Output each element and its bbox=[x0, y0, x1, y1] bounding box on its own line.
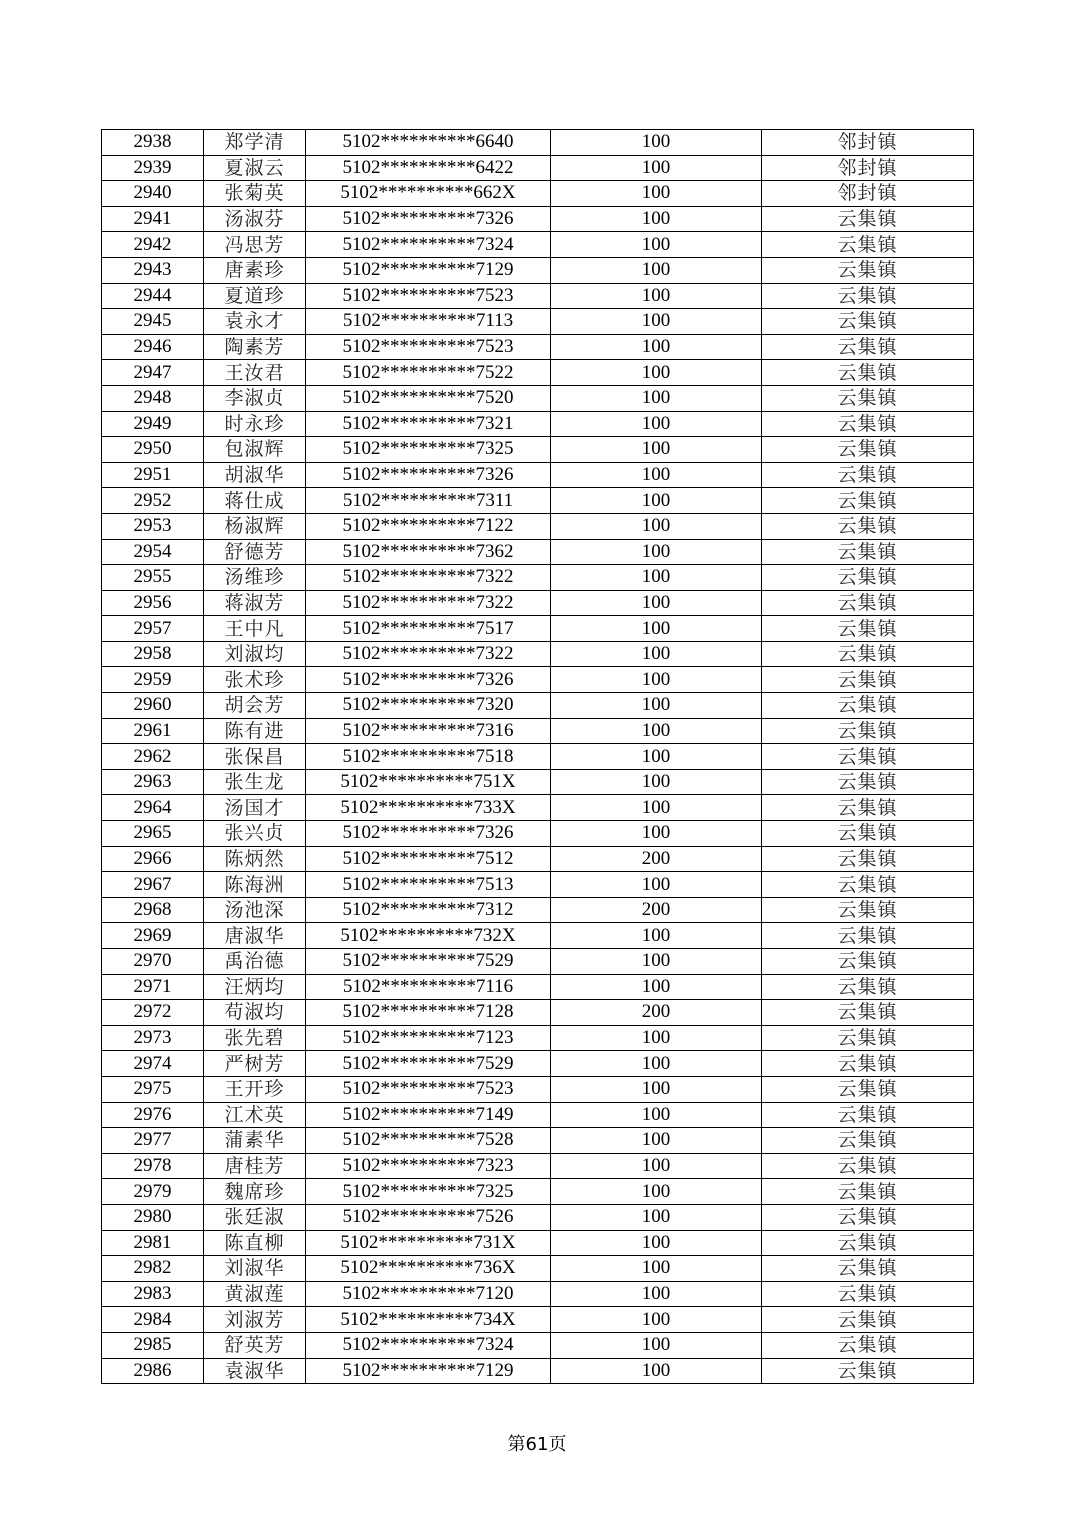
person-name-cell: 杨淑辉 bbox=[204, 513, 306, 539]
page-number: 第61页 bbox=[507, 1434, 567, 1455]
amount-cell: 100 bbox=[551, 821, 762, 847]
table-row bbox=[102, 257, 974, 283]
row-number-cell: 2956 bbox=[102, 590, 204, 616]
row-number-cell: 2951 bbox=[102, 462, 204, 488]
id-number-cell: 5102**********7128 bbox=[306, 1000, 551, 1026]
row-number-cell: 2941 bbox=[102, 206, 204, 232]
town-cell: 云集镇 bbox=[762, 437, 974, 463]
person-name-cell: 汤淑芬 bbox=[204, 206, 306, 232]
amount-cell: 100 bbox=[551, 949, 762, 975]
table-row bbox=[102, 1076, 974, 1102]
table-row bbox=[102, 821, 974, 847]
amount-cell: 100 bbox=[551, 539, 762, 565]
town-cell: 云集镇 bbox=[762, 1179, 974, 1205]
town-cell: 云集镇 bbox=[762, 1153, 974, 1179]
person-name-cell: 王开珍 bbox=[204, 1076, 306, 1102]
town-cell: 云集镇 bbox=[762, 1102, 974, 1128]
id-number-cell: 5102**********7322 bbox=[306, 641, 551, 667]
town-cell: 云集镇 bbox=[762, 744, 974, 770]
amount-cell: 100 bbox=[551, 1051, 762, 1077]
amount-cell: 100 bbox=[551, 641, 762, 667]
id-number-cell: 5102**********7324 bbox=[306, 1332, 551, 1358]
amount-cell: 100 bbox=[551, 1358, 762, 1384]
town-cell: 云集镇 bbox=[762, 206, 974, 232]
town-cell: 云集镇 bbox=[762, 1307, 974, 1333]
town-cell: 云集镇 bbox=[762, 385, 974, 411]
amount-cell: 100 bbox=[551, 744, 762, 770]
id-number-cell: 5102**********7523 bbox=[306, 334, 551, 360]
row-number-cell: 2950 bbox=[102, 437, 204, 463]
amount-cell: 100 bbox=[551, 155, 762, 181]
person-name-cell: 汤国才 bbox=[204, 795, 306, 821]
person-name-cell: 魏席珍 bbox=[204, 1179, 306, 1205]
person-name-cell: 蒋仕成 bbox=[204, 488, 306, 514]
person-name-cell: 时永珍 bbox=[204, 411, 306, 437]
id-number-cell: 5102**********7113 bbox=[306, 309, 551, 335]
table-row bbox=[102, 181, 974, 207]
person-name-cell: 冯思芳 bbox=[204, 232, 306, 258]
id-number-cell: 5102**********7116 bbox=[306, 974, 551, 1000]
amount-cell: 100 bbox=[551, 1076, 762, 1102]
person-name-cell: 胡淑华 bbox=[204, 462, 306, 488]
town-cell: 云集镇 bbox=[762, 718, 974, 744]
row-number-cell: 2943 bbox=[102, 257, 204, 283]
town-cell: 云集镇 bbox=[762, 488, 974, 514]
table-row bbox=[102, 283, 974, 309]
id-number-cell: 5102**********7528 bbox=[306, 1128, 551, 1154]
row-number-cell: 2939 bbox=[102, 155, 204, 181]
person-name-cell: 张生龙 bbox=[204, 769, 306, 795]
person-name-cell: 苟淑均 bbox=[204, 1000, 306, 1026]
amount-cell: 200 bbox=[551, 846, 762, 872]
town-cell: 邻封镇 bbox=[762, 155, 974, 181]
amount-cell: 100 bbox=[551, 565, 762, 591]
amount-cell: 100 bbox=[551, 1281, 762, 1307]
table-row bbox=[102, 437, 974, 463]
town-cell: 云集镇 bbox=[762, 923, 974, 949]
id-number-cell: 5102**********7522 bbox=[306, 360, 551, 386]
person-name-cell: 王汝君 bbox=[204, 360, 306, 386]
person-name-cell: 袁淑华 bbox=[204, 1358, 306, 1384]
id-number-cell: 5102**********7321 bbox=[306, 411, 551, 437]
table-row bbox=[102, 590, 974, 616]
row-number-cell: 2952 bbox=[102, 488, 204, 514]
id-number-cell: 5102**********7322 bbox=[306, 565, 551, 591]
table-row bbox=[102, 232, 974, 258]
table-row bbox=[102, 1102, 974, 1128]
amount-cell: 100 bbox=[551, 411, 762, 437]
table-row bbox=[102, 949, 974, 975]
id-number-cell: 5102**********7326 bbox=[306, 206, 551, 232]
amount-cell: 100 bbox=[551, 181, 762, 207]
id-number-cell: 5102**********7129 bbox=[306, 257, 551, 283]
amount-cell: 100 bbox=[551, 1153, 762, 1179]
person-name-cell: 江术英 bbox=[204, 1102, 306, 1128]
id-number-cell: 5102**********732X bbox=[306, 923, 551, 949]
amount-cell: 100 bbox=[551, 488, 762, 514]
town-cell: 云集镇 bbox=[762, 334, 974, 360]
person-name-cell: 汤池深 bbox=[204, 897, 306, 923]
table-row bbox=[102, 1204, 974, 1230]
id-number-cell: 5102**********7324 bbox=[306, 232, 551, 258]
row-number-cell: 2954 bbox=[102, 539, 204, 565]
table-row bbox=[102, 539, 974, 565]
person-name-cell: 张菊英 bbox=[204, 181, 306, 207]
amount-cell: 100 bbox=[551, 1307, 762, 1333]
town-cell: 云集镇 bbox=[762, 1128, 974, 1154]
town-cell: 云集镇 bbox=[762, 513, 974, 539]
id-number-cell: 5102**********7320 bbox=[306, 693, 551, 719]
row-number-cell: 2964 bbox=[102, 795, 204, 821]
row-number-cell: 2958 bbox=[102, 641, 204, 667]
row-number-cell: 2938 bbox=[102, 130, 204, 156]
person-name-cell: 严树芳 bbox=[204, 1051, 306, 1077]
person-name-cell: 袁永才 bbox=[204, 309, 306, 335]
person-name-cell: 陈炳然 bbox=[204, 846, 306, 872]
person-name-cell: 唐淑华 bbox=[204, 923, 306, 949]
id-number-cell: 5102**********7362 bbox=[306, 539, 551, 565]
town-cell: 云集镇 bbox=[762, 565, 974, 591]
town-cell: 云集镇 bbox=[762, 232, 974, 258]
id-number-cell: 5102**********7529 bbox=[306, 1051, 551, 1077]
person-name-cell: 刘淑均 bbox=[204, 641, 306, 667]
amount-cell: 100 bbox=[551, 1204, 762, 1230]
id-number-cell: 5102**********6422 bbox=[306, 155, 551, 181]
person-name-cell: 张术珍 bbox=[204, 667, 306, 693]
table-row bbox=[102, 309, 974, 335]
row-number-cell: 2967 bbox=[102, 872, 204, 898]
town-cell: 云集镇 bbox=[762, 795, 974, 821]
town-cell: 云集镇 bbox=[762, 462, 974, 488]
table-row bbox=[102, 641, 974, 667]
amount-cell: 100 bbox=[551, 974, 762, 1000]
id-number-cell: 5102**********7523 bbox=[306, 283, 551, 309]
table-row bbox=[102, 411, 974, 437]
table-row bbox=[102, 1358, 974, 1384]
row-number-cell: 2973 bbox=[102, 1025, 204, 1051]
person-name-cell: 黄淑莲 bbox=[204, 1281, 306, 1307]
person-name-cell: 郑学清 bbox=[204, 130, 306, 156]
table-row bbox=[102, 744, 974, 770]
person-name-cell: 王中凡 bbox=[204, 616, 306, 642]
person-name-cell: 夏淑云 bbox=[204, 155, 306, 181]
town-cell: 云集镇 bbox=[762, 974, 974, 1000]
town-cell: 云集镇 bbox=[762, 949, 974, 975]
id-number-cell: 5102**********7513 bbox=[306, 872, 551, 898]
table-row bbox=[102, 1281, 974, 1307]
row-number-cell: 2981 bbox=[102, 1230, 204, 1256]
town-cell: 云集镇 bbox=[762, 1230, 974, 1256]
town-cell: 云集镇 bbox=[762, 1358, 974, 1384]
row-number-cell: 2945 bbox=[102, 309, 204, 335]
id-number-cell: 5102**********7520 bbox=[306, 385, 551, 411]
roster-body bbox=[102, 130, 974, 1384]
row-number-cell: 2982 bbox=[102, 1256, 204, 1282]
row-number-cell: 2960 bbox=[102, 693, 204, 719]
amount-cell: 100 bbox=[551, 616, 762, 642]
id-number-cell: 5102**********7120 bbox=[306, 1281, 551, 1307]
person-name-cell: 刘淑华 bbox=[204, 1256, 306, 1282]
id-number-cell: 5102**********734X bbox=[306, 1307, 551, 1333]
row-number-cell: 2965 bbox=[102, 821, 204, 847]
id-number-cell: 5102**********7518 bbox=[306, 744, 551, 770]
person-name-cell: 汤维珍 bbox=[204, 565, 306, 591]
town-cell: 云集镇 bbox=[762, 846, 974, 872]
row-number-cell: 2970 bbox=[102, 949, 204, 975]
town-cell: 云集镇 bbox=[762, 1256, 974, 1282]
person-name-cell: 蒋淑芳 bbox=[204, 590, 306, 616]
town-cell: 云集镇 bbox=[762, 1281, 974, 1307]
amount-cell: 100 bbox=[551, 1230, 762, 1256]
table-row bbox=[102, 1179, 974, 1205]
town-cell: 云集镇 bbox=[762, 1025, 974, 1051]
table-row bbox=[102, 488, 974, 514]
id-number-cell: 5102**********7316 bbox=[306, 718, 551, 744]
table-row bbox=[102, 1230, 974, 1256]
person-name-cell: 禹治德 bbox=[204, 949, 306, 975]
table-row bbox=[102, 872, 974, 898]
town-cell: 云集镇 bbox=[762, 667, 974, 693]
row-number-cell: 2961 bbox=[102, 718, 204, 744]
row-number-cell: 2953 bbox=[102, 513, 204, 539]
amount-cell: 100 bbox=[551, 1128, 762, 1154]
person-name-cell: 刘淑芳 bbox=[204, 1307, 306, 1333]
amount-cell: 100 bbox=[551, 1179, 762, 1205]
table-row bbox=[102, 130, 974, 156]
table-row bbox=[102, 155, 974, 181]
amount-cell: 100 bbox=[551, 667, 762, 693]
row-number-cell: 2976 bbox=[102, 1102, 204, 1128]
id-number-cell: 5102**********7149 bbox=[306, 1102, 551, 1128]
town-cell: 云集镇 bbox=[762, 693, 974, 719]
amount-cell: 100 bbox=[551, 718, 762, 744]
row-number-cell: 2957 bbox=[102, 616, 204, 642]
id-number-cell: 5102**********7312 bbox=[306, 897, 551, 923]
town-cell: 云集镇 bbox=[762, 1051, 974, 1077]
amount-cell: 100 bbox=[551, 283, 762, 309]
row-number-cell: 2972 bbox=[102, 1000, 204, 1026]
table-row bbox=[102, 923, 974, 949]
person-name-cell: 包淑辉 bbox=[204, 437, 306, 463]
row-number-cell: 2979 bbox=[102, 1179, 204, 1205]
id-number-cell: 5102**********736X bbox=[306, 1256, 551, 1282]
table-row bbox=[102, 1128, 974, 1154]
amount-cell: 100 bbox=[551, 923, 762, 949]
town-cell: 云集镇 bbox=[762, 1332, 974, 1358]
amount-cell: 200 bbox=[551, 1000, 762, 1026]
row-number-cell: 2983 bbox=[102, 1281, 204, 1307]
table-row bbox=[102, 1153, 974, 1179]
id-number-cell: 5102**********7526 bbox=[306, 1204, 551, 1230]
table-row bbox=[102, 1256, 974, 1282]
table-row bbox=[102, 718, 974, 744]
id-number-cell: 5102**********7517 bbox=[306, 616, 551, 642]
town-cell: 云集镇 bbox=[762, 257, 974, 283]
person-name-cell: 汪炳均 bbox=[204, 974, 306, 1000]
town-cell: 云集镇 bbox=[762, 360, 974, 386]
table-row bbox=[102, 360, 974, 386]
amount-cell: 100 bbox=[551, 693, 762, 719]
id-number-cell: 5102**********7326 bbox=[306, 821, 551, 847]
amount-cell: 100 bbox=[551, 872, 762, 898]
table-row bbox=[102, 385, 974, 411]
person-name-cell: 胡会芳 bbox=[204, 693, 306, 719]
row-number-cell: 2955 bbox=[102, 565, 204, 591]
row-number-cell: 2946 bbox=[102, 334, 204, 360]
row-number-cell: 2944 bbox=[102, 283, 204, 309]
row-number-cell: 2980 bbox=[102, 1204, 204, 1230]
id-number-cell: 5102**********7512 bbox=[306, 846, 551, 872]
row-number-cell: 2971 bbox=[102, 974, 204, 1000]
person-name-cell: 唐素珍 bbox=[204, 257, 306, 283]
row-number-cell: 2940 bbox=[102, 181, 204, 207]
amount-cell: 100 bbox=[551, 1332, 762, 1358]
table-row bbox=[102, 206, 974, 232]
town-cell: 云集镇 bbox=[762, 1204, 974, 1230]
table-row bbox=[102, 846, 974, 872]
table-row bbox=[102, 1307, 974, 1333]
row-number-cell: 2962 bbox=[102, 744, 204, 770]
row-number-cell: 2977 bbox=[102, 1128, 204, 1154]
town-cell: 云集镇 bbox=[762, 641, 974, 667]
amount-cell: 100 bbox=[551, 360, 762, 386]
id-number-cell: 5102**********7326 bbox=[306, 667, 551, 693]
id-number-cell: 5102**********7123 bbox=[306, 1025, 551, 1051]
town-cell: 云集镇 bbox=[762, 821, 974, 847]
row-number-cell: 2963 bbox=[102, 769, 204, 795]
amount-cell: 100 bbox=[551, 437, 762, 463]
row-number-cell: 2948 bbox=[102, 385, 204, 411]
amount-cell: 100 bbox=[551, 232, 762, 258]
row-number-cell: 2942 bbox=[102, 232, 204, 258]
id-number-cell: 5102**********733X bbox=[306, 795, 551, 821]
row-number-cell: 2966 bbox=[102, 846, 204, 872]
town-cell: 云集镇 bbox=[762, 769, 974, 795]
town-cell: 云集镇 bbox=[762, 1000, 974, 1026]
person-name-cell: 张保昌 bbox=[204, 744, 306, 770]
row-number-cell: 2984 bbox=[102, 1307, 204, 1333]
town-cell: 邻封镇 bbox=[762, 181, 974, 207]
person-name-cell: 蒲素华 bbox=[204, 1128, 306, 1154]
id-number-cell: 5102**********7322 bbox=[306, 590, 551, 616]
table-row bbox=[102, 616, 974, 642]
table-row bbox=[102, 769, 974, 795]
person-name-cell: 陈直柳 bbox=[204, 1230, 306, 1256]
row-number-cell: 2974 bbox=[102, 1051, 204, 1077]
id-number-cell: 5102**********6640 bbox=[306, 130, 551, 156]
row-number-cell: 2968 bbox=[102, 897, 204, 923]
table-row bbox=[102, 795, 974, 821]
person-name-cell: 夏道珍 bbox=[204, 283, 306, 309]
id-number-cell: 5102**********662X bbox=[306, 181, 551, 207]
row-number-cell: 2978 bbox=[102, 1153, 204, 1179]
amount-cell: 100 bbox=[551, 795, 762, 821]
amount-cell: 100 bbox=[551, 1102, 762, 1128]
table-row bbox=[102, 1025, 974, 1051]
amount-cell: 100 bbox=[551, 385, 762, 411]
person-name-cell: 张先碧 bbox=[204, 1025, 306, 1051]
table-row bbox=[102, 1000, 974, 1026]
amount-cell: 100 bbox=[551, 257, 762, 283]
amount-cell: 100 bbox=[551, 1256, 762, 1282]
id-number-cell: 5102**********7122 bbox=[306, 513, 551, 539]
table-row bbox=[102, 334, 974, 360]
row-number-cell: 2969 bbox=[102, 923, 204, 949]
subsidy-roster-table bbox=[101, 129, 974, 1384]
person-name-cell: 舒英芳 bbox=[204, 1332, 306, 1358]
person-name-cell: 陈有进 bbox=[204, 718, 306, 744]
amount-cell: 100 bbox=[551, 334, 762, 360]
town-cell: 云集镇 bbox=[762, 1076, 974, 1102]
amount-cell: 100 bbox=[551, 462, 762, 488]
person-name-cell: 唐桂芳 bbox=[204, 1153, 306, 1179]
table-row bbox=[102, 667, 974, 693]
town-cell: 云集镇 bbox=[762, 411, 974, 437]
town-cell: 云集镇 bbox=[762, 590, 974, 616]
id-number-cell: 5102**********731X bbox=[306, 1230, 551, 1256]
id-number-cell: 5102**********7523 bbox=[306, 1076, 551, 1102]
table-row bbox=[102, 1332, 974, 1358]
table-row bbox=[102, 693, 974, 719]
id-number-cell: 5102**********7325 bbox=[306, 437, 551, 463]
amount-cell: 200 bbox=[551, 897, 762, 923]
id-number-cell: 5102**********7325 bbox=[306, 1179, 551, 1205]
row-number-cell: 2975 bbox=[102, 1076, 204, 1102]
person-name-cell: 舒德芳 bbox=[204, 539, 306, 565]
id-number-cell: 5102**********7529 bbox=[306, 949, 551, 975]
amount-cell: 100 bbox=[551, 206, 762, 232]
person-name-cell: 陈海洲 bbox=[204, 872, 306, 898]
id-number-cell: 5102**********7326 bbox=[306, 462, 551, 488]
amount-cell: 100 bbox=[551, 130, 762, 156]
amount-cell: 100 bbox=[551, 590, 762, 616]
row-number-cell: 2985 bbox=[102, 1332, 204, 1358]
amount-cell: 100 bbox=[551, 309, 762, 335]
town-cell: 云集镇 bbox=[762, 616, 974, 642]
town-cell: 云集镇 bbox=[762, 283, 974, 309]
town-cell: 邻封镇 bbox=[762, 130, 974, 156]
row-number-cell: 2947 bbox=[102, 360, 204, 386]
id-number-cell: 5102**********751X bbox=[306, 769, 551, 795]
row-number-cell: 2986 bbox=[102, 1358, 204, 1384]
amount-cell: 100 bbox=[551, 769, 762, 795]
person-name-cell: 陶素芳 bbox=[204, 334, 306, 360]
table-row bbox=[102, 897, 974, 923]
table-row bbox=[102, 513, 974, 539]
town-cell: 云集镇 bbox=[762, 539, 974, 565]
table-row bbox=[102, 462, 974, 488]
town-cell: 云集镇 bbox=[762, 872, 974, 898]
person-name-cell: 张廷淑 bbox=[204, 1204, 306, 1230]
id-number-cell: 5102**********7323 bbox=[306, 1153, 551, 1179]
person-name-cell: 李淑贞 bbox=[204, 385, 306, 411]
town-cell: 云集镇 bbox=[762, 309, 974, 335]
table-row bbox=[102, 565, 974, 591]
id-number-cell: 5102**********7311 bbox=[306, 488, 551, 514]
town-cell: 云集镇 bbox=[762, 897, 974, 923]
table-row bbox=[102, 1051, 974, 1077]
person-name-cell: 张兴贞 bbox=[204, 821, 306, 847]
amount-cell: 100 bbox=[551, 1025, 762, 1051]
row-number-cell: 2959 bbox=[102, 667, 204, 693]
table-row bbox=[102, 974, 974, 1000]
id-number-cell: 5102**********7129 bbox=[306, 1358, 551, 1384]
row-number-cell: 2949 bbox=[102, 411, 204, 437]
amount-cell: 100 bbox=[551, 513, 762, 539]
